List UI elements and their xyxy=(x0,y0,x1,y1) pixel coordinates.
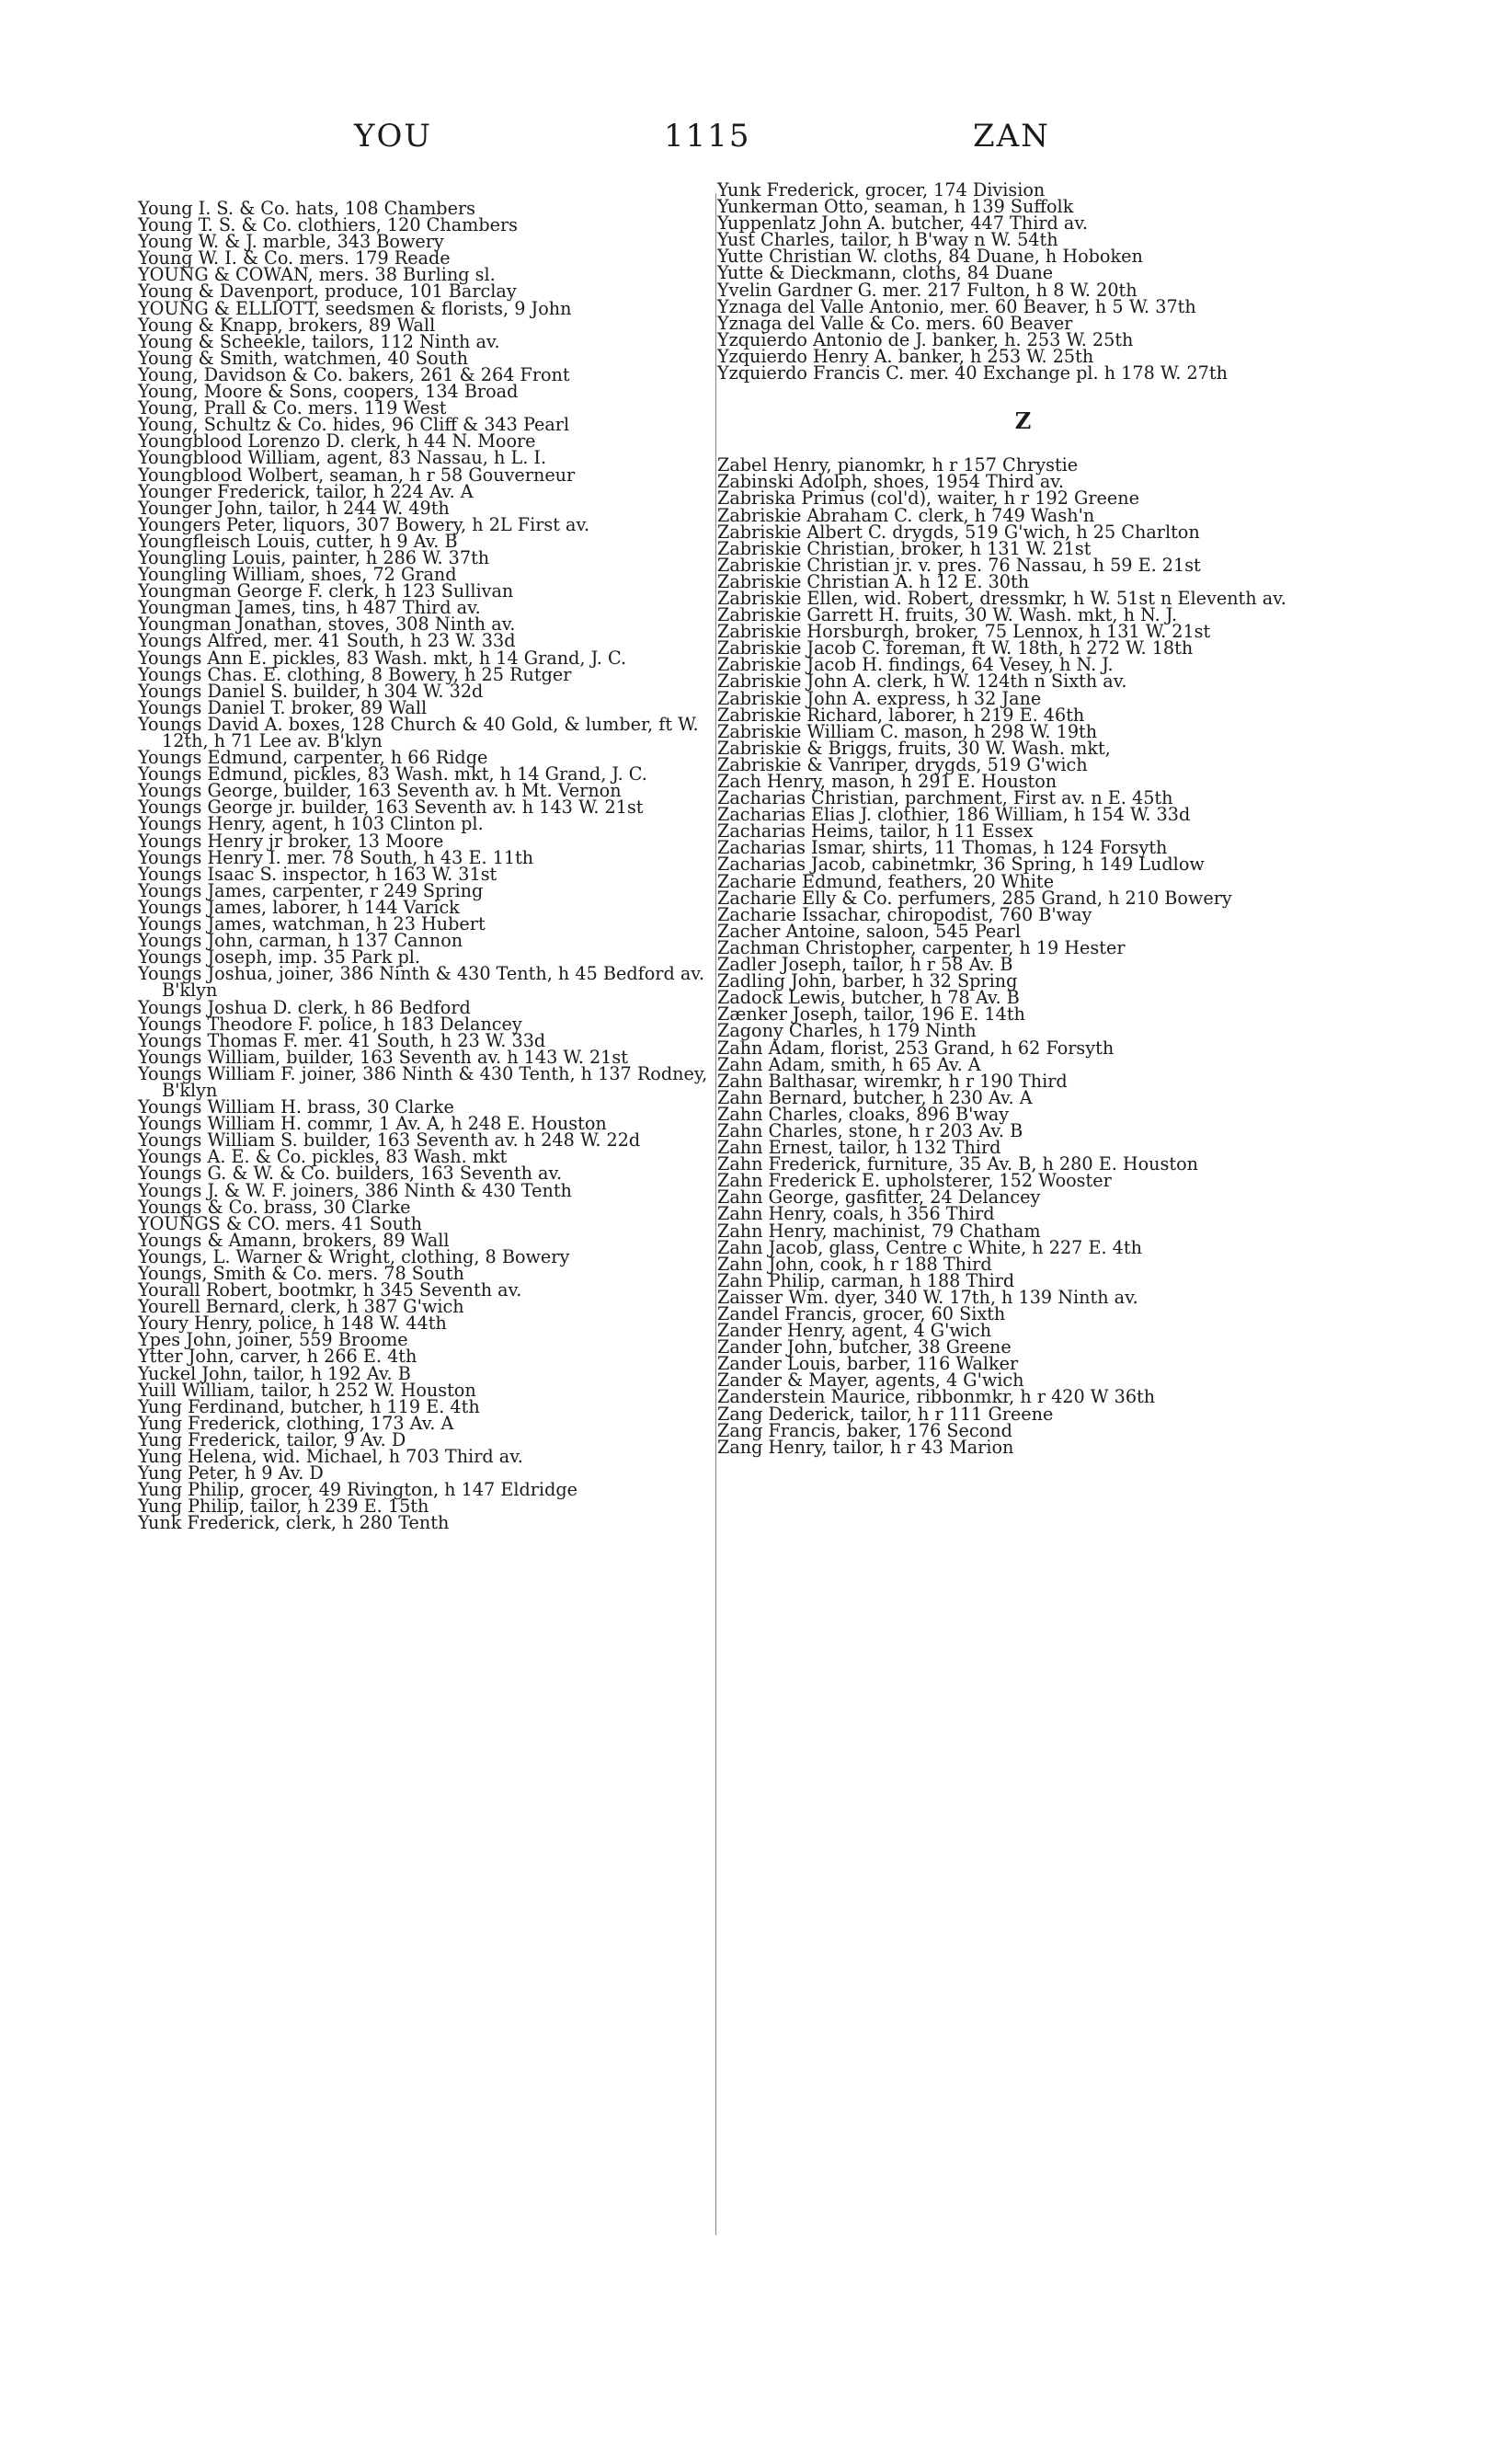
directory-entry: Youngs George jr. builder, 163 Seventh av. h 143 W. 21st xyxy=(138,797,644,819)
directory-entry: Zahn Ernest, tailor, h 132 Third xyxy=(717,1137,1001,1159)
page-header xyxy=(0,118,1509,173)
directory-entry: Zabriskie Richard, laborer, h 219 E. 46th xyxy=(717,704,1085,726)
directory-entry: Zabinski Adolph, shoes, 1954 Third av. xyxy=(717,471,1064,493)
directory-entry: Zahn Henry, machinist, 79 Chatham xyxy=(717,1220,1041,1242)
directory-entry: Zabriskie John A. express, h 32 Jane xyxy=(717,687,1042,709)
directory-entry: Youngs Joshua, joiner, 386 Ninth & 430 Tenth, h 45 Bedford av. B'klyn xyxy=(138,963,704,1002)
directory-entry: Zahn Frederick E. upholsterer, 152 Wooster xyxy=(717,1170,1112,1192)
directory-entry: Zacharie Elly & Co. perfumers, 285 Grand, h 210 Bowery xyxy=(717,887,1232,909)
directory-entry: Youngblood William, agent, 83 Nassau, h L. I. xyxy=(138,447,547,469)
directory-entry: Yung Philip, grocer, 49 Rivington, h 147 Eldridge xyxy=(138,1479,577,1501)
directory-entry: Youngs Edmund, carpenter, h 66 Ridge xyxy=(138,747,488,769)
directory-entry: Youngs A. E. & Co. pickles, 83 Wash. mkt xyxy=(138,1146,508,1168)
directory-entry: Zabriska Primus (col'd), waiter, h r 192 Greene xyxy=(717,487,1139,510)
directory-entry: Youngs Henry, agent, h 103 Clinton pl. xyxy=(138,813,484,835)
directory-entry: Zahn Jacob, glass, Centre c White, h 227 E. 4th xyxy=(717,1236,1142,1258)
directory-entry: Young, Davidson & Co. bakers, 261 & 264 Front xyxy=(138,363,570,385)
directory-entry: Youngs & Amann, brokers, 89 Wall xyxy=(138,1229,450,1251)
directory-entry: Zabriskie Horsburgh, broker, 75 Lennox, h 131 W. 21st xyxy=(717,621,1211,643)
directory-entry: Yung Frederick, clothing, 173 Av. A xyxy=(138,1412,454,1434)
directory-entry: Youngs, Smith & Co. mers. 78 South xyxy=(138,1263,464,1284)
directory-entry: Youngs James, carpenter, r 249 Spring xyxy=(138,879,484,901)
directory-entry: Zabriskie Christian jr. v. pres. 76 Nassau, h 59 E. 21st xyxy=(717,554,1201,576)
directory-entry: Yvelin Gardner G. mer. 217 Fulton, h 8 W. 20th xyxy=(717,279,1137,301)
directory-entry: Youngs William, builder, 163 Seventh av. h 143 W. 21st xyxy=(138,1046,628,1068)
directory-entry: Zahn John, cook, h r 188 Third xyxy=(717,1253,992,1275)
directory-entry: Youngblood Lorenzo D. clerk, h 44 N. Moore xyxy=(138,430,536,453)
directory-entry: Youngs William H. brass, 30 Clarke xyxy=(138,1096,454,1118)
column-divider xyxy=(715,193,716,2235)
directory-entry: Youngs, L. Warner & Wright, clothing, 8 Bowery xyxy=(138,1245,570,1267)
directory-entry: Zacharias Ismar, shirts, 11 Thomas, h 124 Forsyth xyxy=(717,837,1168,859)
directory-entry: Youry Henry, police, h 148 W. 44th xyxy=(138,1312,447,1335)
directory-entry: Yzquierdo Antonio de J. banker, h. 253 W. 25th xyxy=(717,328,1134,350)
directory-entry: Zabriskie Abraham C. clerk, h 749 Wash'n xyxy=(717,504,1095,526)
directory-entry: Yzquierdo Henry A. banker, h 253 W. 25th xyxy=(717,345,1094,367)
directory-entry: Youngs Henry jr broker, 13 Moore xyxy=(138,830,444,852)
left-column-entries xyxy=(138,198,708,1534)
directory-entry: Zahn Henry, coals, h 356 Third xyxy=(717,1203,995,1225)
directory-entry: Zahn Adam, florist, 253 Grand, h 62 Forsyth xyxy=(717,1037,1115,1059)
directory-entry: Young, Prall & Co. mers. 119 West xyxy=(138,397,447,419)
directory-entry: YOUNGS & CO. mers. 41 South xyxy=(138,1212,422,1234)
directory-entry: Youngman James, tins, h 487 Third av. xyxy=(138,597,481,619)
directory-entry: Young & Smith, watchmen, 40 South xyxy=(138,347,468,369)
directory-entry: Yuckel John, tailor, h 192 Av. B xyxy=(138,1362,411,1384)
right-column-bottom-entries xyxy=(717,454,1329,1458)
directory-entry: Youngs & Co. brass, 30 Clarke xyxy=(138,1196,411,1218)
directory-entry: Yuill William, tailor, h 252 W. Houston xyxy=(138,1379,476,1401)
directory-entry: Youngs Daniel T. broker, 89 Wall xyxy=(138,696,428,718)
directory-entry: Zacharie Edmund, feathers, 20 White xyxy=(717,870,1055,892)
directory-entry: Zabriskie Christian A. h 12 E. 30th xyxy=(717,570,1030,592)
directory-entry: Youngs Thomas F. mer. 41 South, h 23 W. 33d xyxy=(138,1029,546,1051)
directory-entry: Zacharias Christian, parchment, First av. n E. 45th xyxy=(717,787,1173,809)
directory-entry: Ypes John, joiner, 559 Broome xyxy=(138,1329,408,1351)
directory-entry: Youngs David A. boxes, 128 Church & 40 Gold, & lumber, ft W. 12th, h 71 Lee av. B'klyn xyxy=(138,713,699,751)
directory-entry: Zacharias Jacob, cabinetmkr, 36 Spring, h 149 Ludlow xyxy=(717,854,1205,876)
directory-entry: Youngfleisch Louis, cutter, h 9 Av. B xyxy=(138,530,458,552)
directory-entry: Zænker Joseph, tailor, 196 E. 14th xyxy=(717,1003,1025,1026)
right-column-top-entries xyxy=(717,179,1329,384)
directory-entry: Zang Francis, baker, 176 Second xyxy=(717,1419,1012,1441)
directory-entry: Zabriskie & Briggs, fruits, 30 W. Wash. mkt, xyxy=(717,737,1111,759)
directory-entry: Ytter John, carver, h 266 E. 4th xyxy=(138,1346,417,1368)
directory-entry: Youngling Louis, painter, h 286 W. 37th xyxy=(138,546,490,568)
directory-entry: Yunkerman Otto, seaman, h 139 Suffolk xyxy=(717,196,1074,218)
directory-entry: Zacharie Issachar, chiropodist, 760 B'way xyxy=(717,903,1092,925)
directory-entry: Yutte Christian W. cloths, 84 Duane, h Hoboken xyxy=(717,246,1143,268)
directory-entry: Zahn George, gasfitter, 24 Delancey xyxy=(717,1186,1041,1209)
directory-entry: Zabel Henry, pianomkr, h r 157 Chrystie xyxy=(717,454,1079,476)
directory-entry: Youngs Henry I. mer. 78 South, h 43 E. 11th xyxy=(138,846,534,868)
directory-entry: Yourall Robert, bootmkr, h 345 Seventh av. xyxy=(138,1279,522,1301)
directory-entry: Zahn Adam, smith, h 65 Av. A xyxy=(717,1053,981,1075)
directory-entry: Young W. & J. marble, 343 Bowery xyxy=(138,231,444,253)
directory-entry: Zahn Balthasar, wiremkr, h r 190 Third xyxy=(717,1070,1068,1092)
directory-entry: Younger John, tailor, h 244 W. 49th xyxy=(138,497,450,519)
directory-entry: Zahn Frederick, furniture, 35 Av. B, h 280 E. Houston xyxy=(717,1153,1199,1175)
directory-entry: Zahn Charles, stone, h r 203 Av. B xyxy=(717,1119,1023,1141)
directory-entry: Youngblood Wolbert, seaman, h r 58 Gouverneur xyxy=(138,464,576,486)
directory-entry: Zander & Mayer, agents, 4 G'wich xyxy=(717,1370,1024,1392)
page-number: 1115 xyxy=(664,118,751,155)
directory-entry: Zadling John, barber, h 32 Spring xyxy=(717,970,1018,992)
section-letter-heading: Z xyxy=(1014,407,1032,435)
directory-entry: Zabriskie Garrett H. fruits, 30 W. Wash. mkt, h N. J. xyxy=(717,604,1178,626)
directory-entry: Zabriskie Ellen, wid. Robert, dressmkr, h W. 51st n Eleventh av. xyxy=(717,587,1286,609)
directory-entry: Yung Frederick, tailor, 9 Av. D xyxy=(138,1428,406,1450)
directory-entry: Youngs Ann E. pickles, 83 Wash. mkt, h 14 Grand, J. C. xyxy=(138,647,627,669)
directory-entry: YOUNG & ELLIOTT, seedsmen & florists, 9 John xyxy=(138,297,572,319)
directory-entry: Zander Louis, barber, 116 Walker xyxy=(717,1353,1019,1375)
directory-entry: Zacharias Heims, tailor, h 11 Essex xyxy=(717,820,1034,842)
directory-entry: Yung Ferdinand, butcher, h 119 E. 4th xyxy=(138,1395,480,1417)
directory-entry: Zach Henry, mason, h 291 E. Houston xyxy=(717,771,1057,792)
directory-entry: Zachman Christopher, carpenter, h 19 Hester xyxy=(717,936,1126,958)
directory-entry: Youngs Chas. E. clothing, 8 Bowery, h 25 Rutger xyxy=(138,663,572,685)
directory-entry: Youngs Daniel S. builder, h 304 W. 32d xyxy=(138,680,484,702)
directory-entry: Young I. S. & Co. hats, 108 Chambers xyxy=(138,198,475,219)
directory-entry: Youngs William H. commr, 1 Av. A, h 248 E. Houston xyxy=(138,1113,607,1135)
directory-entry: Youngs James, laborer, h 144 Varick xyxy=(138,896,460,918)
directory-entry: Young & Davenport, produce, 101 Barclay xyxy=(138,281,517,303)
directory-entry: Yung Philip, tailor, h 239 E. 15th xyxy=(138,1496,429,1518)
directory-entry: Zagony Charles, h 179 Ninth xyxy=(717,1020,977,1042)
directory-entry: YOUNG & COWAN, mers. 38 Burling sl. xyxy=(138,264,496,286)
directory-entry: Young T. S. & Co. clothiers, 120 Chambers xyxy=(138,214,519,236)
directory-entry: Yzquierdo Francis C. mer. 40 Exchange pl. h 178 W. 27th xyxy=(717,362,1228,384)
directory-entry: Youngling William, shoes, 72 Grand xyxy=(138,564,457,586)
directory-entry: Younger Frederick, tailor, h 224 Av. A xyxy=(138,480,474,502)
directory-entry: Zacher Antoine, saloon, 545 Pearl xyxy=(717,920,1021,942)
header-first-name-range: YOU xyxy=(354,118,432,155)
directory-entry: Zahn Charles, cloaks, 896 B'way xyxy=(717,1103,1010,1125)
directory-entry: Zanderstein Maurice, ribbonmkr, h r 420 W 36th xyxy=(717,1386,1156,1408)
directory-entry: Youngs William F. joiner, 386 Ninth & 430 Tenth, h 137 Rodney, B'klyn xyxy=(138,1062,708,1101)
directory-entry: Zander Henry, agent, 4 G'wich xyxy=(717,1320,992,1342)
header-last-name-range: ZAN xyxy=(973,118,1050,155)
directory-entry: Young, Schultz & Co. hides, 96 Cliff & 343 Pearl xyxy=(138,414,570,436)
directory-entry: Youngman George F. clerk, h 123 Sullivan xyxy=(138,580,514,602)
directory-entry: Youngs Theodore F. police, h 183 Delancey xyxy=(138,1013,522,1035)
directory-entry: Young, Moore & Sons, coopers, 134 Broad xyxy=(138,381,519,403)
directory-entry: Young & Knapp, brokers, 89 Wall xyxy=(138,314,436,336)
directory-entry: Yung Peter, h 9 Av. D xyxy=(138,1462,324,1484)
directory-entry: Zadock Lewis, butcher, h 78 Av. B xyxy=(717,987,1020,1009)
directory-entry: Youngs Isaac S. inspector, h 163 W. 31st xyxy=(138,863,497,885)
directory-entry: Yourell Bernard, clerk, h 387 G'wich xyxy=(138,1296,464,1318)
directory-entry: Yust Charles, tailor, h B'way n W. 54th xyxy=(717,229,1058,251)
directory-entry: Yuppenlatz John A. butcher, 447 Third av. xyxy=(717,212,1088,235)
directory-entry: Zahn Bernard, butcher, h 230 Av. A xyxy=(717,1086,1033,1108)
directory-entry: Youngs J. & W. F. joiners, 386 Ninth & 430 Tenth xyxy=(138,1179,572,1201)
directory-entry: Youngs Edmund, pickles, 83 Wash. mkt, h 14 Grand, J. C. xyxy=(138,763,647,785)
directory-entry: Zahn Philip, carman, h 188 Third xyxy=(717,1269,1015,1291)
directory-entry: Youngs John, carman, h 137 Cannon xyxy=(138,930,463,952)
directory-entry: Yznaga del Valle & Co. mers. 60 Beaver xyxy=(717,312,1073,334)
directory-entry: Youngs James, watchman, h 23 Hubert xyxy=(138,913,486,935)
directory-entry: Yutte & Dieckmann, cloths, 84 Duane xyxy=(717,262,1054,284)
directory-entry: Youngers Peter, liquors, 307 Bowery, h 2L First av. xyxy=(138,513,590,535)
directory-entry: Zadler Joseph, tailor, h r 58 Av. B xyxy=(717,954,1013,976)
directory-entry: Zander John, butcher, 38 Greene xyxy=(717,1336,1012,1358)
directory-entry: Zabriskie William C. mason, h 298 W. 19th xyxy=(717,720,1098,742)
directory-entry: Zabriskie & Vanriper, drygds, 519 G'wich xyxy=(717,753,1088,775)
directory-entry: Yunk Frederick, grocer, 174 Division xyxy=(717,179,1046,201)
directory-entry: Zabriskie Christian, broker, h 131 W. 21st xyxy=(717,537,1092,559)
directory-entry: Zandel Francis, grocer, 60 Sixth xyxy=(717,1303,1006,1324)
directory-entry: Youngs George, builder, 163 Seventh av. h Mt. Vernon xyxy=(138,780,622,802)
directory-entry: Youngs Alfred, mer. 41 South, h 23 W. 33d xyxy=(138,630,516,652)
directory-entry: Young W. I. & Co. mers. 179 Reade xyxy=(138,247,451,269)
directory-entry: Yung Helena, wid. Michael, h 703 Third av. xyxy=(138,1446,523,1468)
directory-entry: Zang Henry, tailor, h r 43 Marion xyxy=(717,1436,1014,1458)
directory-entry: Yunk Frederick, clerk, h 280 Tenth xyxy=(138,1512,450,1534)
directory-entry: Youngman Jonathan, stoves, 308 Ninth av. xyxy=(138,613,516,636)
directory-entry: Youngs William S. builder, 163 Seventh av. h 248 W. 22d xyxy=(138,1129,641,1152)
directory-entry: Youngs Joseph, imp. 35 Park pl. xyxy=(138,946,421,968)
directory-entry: Young & Scheekle, tailors, 112 Ninth av. xyxy=(138,330,500,352)
directory-entry: Zabriskie John A. clerk, h W. 124th n Sixth av. xyxy=(717,670,1127,693)
directory-entry: Zacharias Elias J. clothier, 186 William, h 154 W. 33d xyxy=(717,804,1191,826)
directory-entry: Youngs G. & W. & Co. builders, 163 Seventh av. xyxy=(138,1163,563,1185)
right-column-entries xyxy=(717,179,1329,1458)
directory-entry: Zabriskie Jacob C. foreman, ft W. 18th, h 272 W. 18th xyxy=(717,637,1194,659)
directory-entry: Zaisser Wm. dyer, 340 W. 17th, h 139 Ninth av. xyxy=(717,1286,1138,1308)
directory-entry: Youngs Joshua D. clerk, h 86 Bedford xyxy=(138,996,471,1018)
directory-entry: Yznaga del Valle Antonio, mer. 60 Beaver, h 5 W. 37th xyxy=(717,295,1196,317)
directory-entry: Zang Dederick, tailor, h r 111 Greene xyxy=(717,1403,1054,1425)
directory-entry: Zabriskie Albert C. drygds, 519 G'wich, h 25 Charlton xyxy=(717,521,1200,543)
directory-entry: Zabriskie Jacob H. findings, 64 Vesey, h N. J. xyxy=(717,654,1114,676)
